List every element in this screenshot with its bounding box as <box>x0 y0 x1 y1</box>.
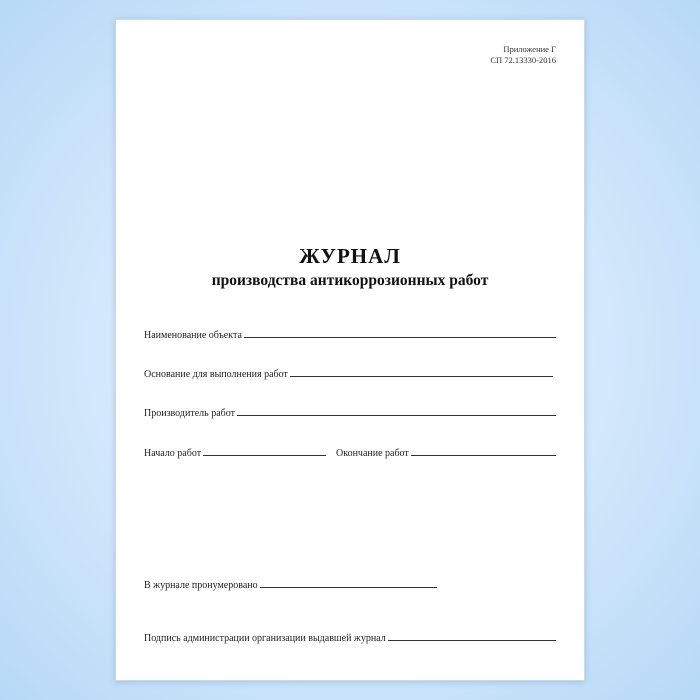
start-date-field <box>144 446 326 459</box>
producer-label: Производитель работ <box>144 408 235 419</box>
producer-field <box>144 406 556 419</box>
standard-code: СП 72.13330-2016 <box>490 55 556 65</box>
basis-blank-line <box>290 367 553 377</box>
appendix-reference <box>490 44 556 66</box>
basis-field <box>144 367 553 380</box>
appendix-label: Приложение Г <box>503 44 556 54</box>
page-count-label: В журнале пронумеровано <box>144 580 258 591</box>
page-count-blank-line <box>260 578 437 588</box>
signature-field <box>144 631 556 644</box>
object-name-label: Наименование объекта <box>144 330 242 341</box>
signature-blank-line <box>388 631 556 641</box>
end-date-field <box>336 446 556 459</box>
end-date-blank-line <box>411 446 556 456</box>
producer-blank-line <box>237 406 556 416</box>
end-date-label: Окончание работ <box>336 448 409 459</box>
start-date-label: Начало работ <box>144 448 202 459</box>
basis-label: Основание для выполнения работ <box>144 369 288 380</box>
journal-cover-page <box>115 19 585 681</box>
page-count-field <box>144 578 437 591</box>
object-name-field <box>144 328 556 341</box>
object-name-blank-line <box>244 328 556 338</box>
signature-label: Подпись администрации организации выдавшей журнал <box>144 633 386 644</box>
journal-subtitle: производства антикоррозионных работ <box>211 272 489 289</box>
start-date-blank-line <box>203 446 326 456</box>
journal-title: ЖУРНАЛ <box>299 244 401 268</box>
